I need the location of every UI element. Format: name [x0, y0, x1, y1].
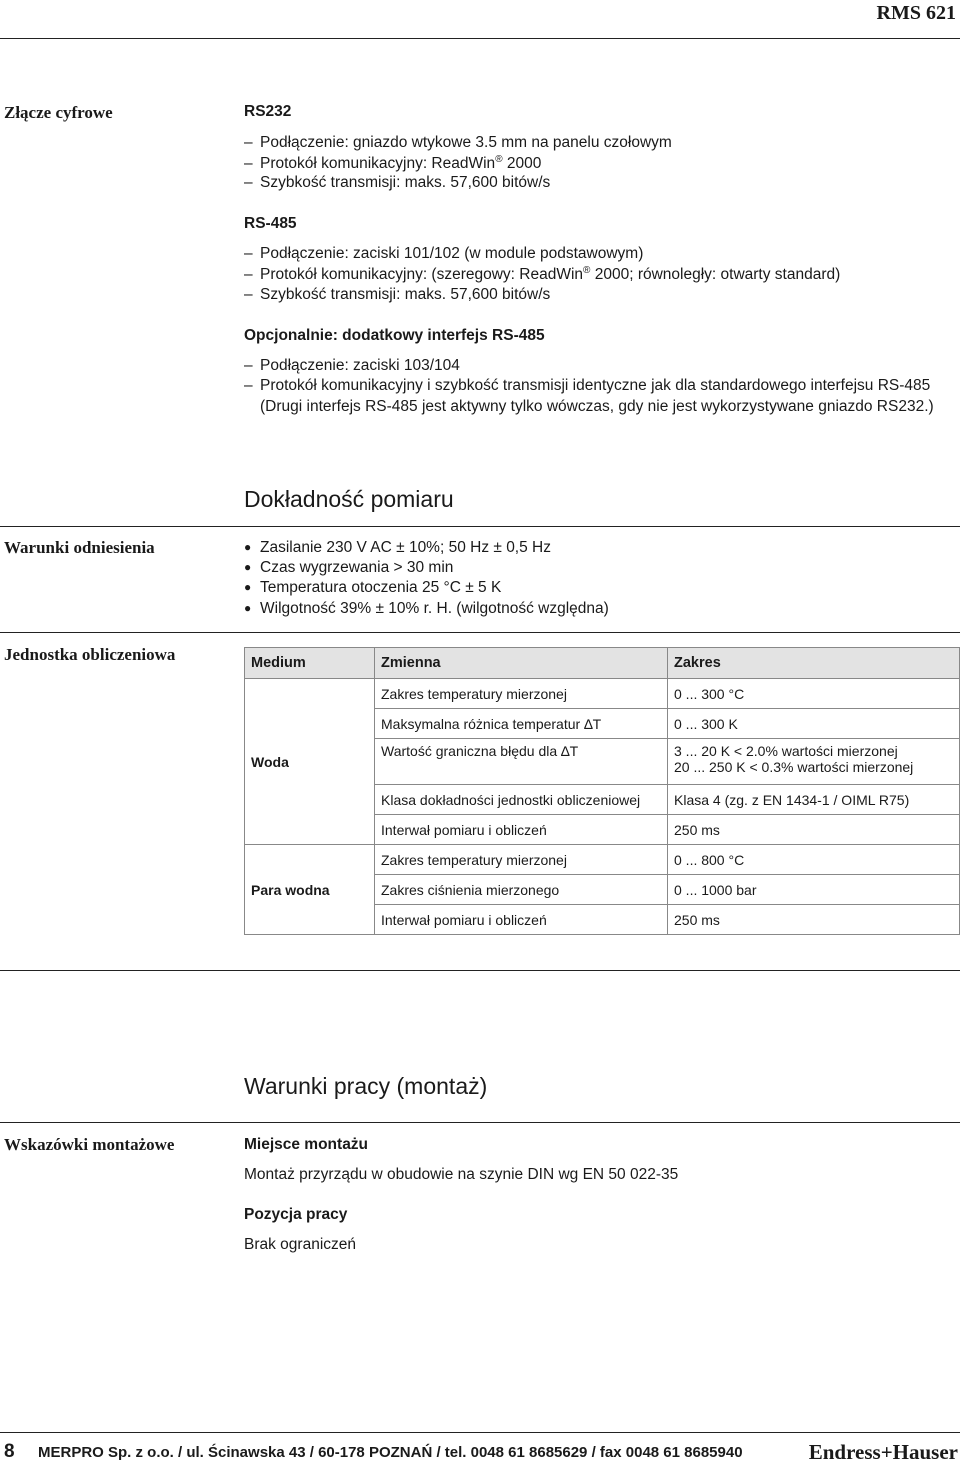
table-header-row — [245, 648, 960, 679]
accuracy-heading: Dokładność pomiaru — [244, 486, 454, 512]
operating-rule — [0, 1122, 960, 1123]
table-cell-variable: Zakres temperatury mierzonej — [375, 679, 668, 709]
header-rule — [0, 38, 960, 39]
table-cell-variable: Interwał pomiaru i obliczeń — [375, 905, 668, 935]
mounting-place-title: Miejsce montażu — [244, 1136, 369, 1153]
table-header-medium: Medium — [245, 648, 375, 679]
computing-unit-label: Jednostka obliczeniowa — [4, 645, 176, 664]
rs232-item-3: – Szybkość transmisji: maks. 57,600 bitów/s — [244, 174, 551, 191]
mounting-notes-label: Wskazówki montażowe — [4, 1135, 175, 1154]
table-row — [245, 679, 960, 709]
table-header-variable: Zmienna — [375, 648, 668, 679]
optional-note: (Drugi interfejs RS-485 jest aktywny tylko wówczas, gdy nie jest wykorzystywane gniazdo RS232.) — [260, 398, 934, 415]
table-cell-variable: Wartość graniczna błędu dla ∆T — [375, 739, 668, 785]
reference-item-3: ● Temperatura otoczenia 25 °C ± 5 K — [244, 579, 502, 596]
brand-logo: Endress+Hauser — [808, 1440, 958, 1464]
table-cell-range: Klasa 4 (zg. z EN 1434-1 / OIML R75) — [668, 785, 960, 815]
table-cell-variable: Interwał pomiaru i obliczeń — [375, 815, 668, 845]
footer-address: MERPRO Sp. z o.o. / ul. Ścinawska 43 / 60-178 POZNAŃ / tel. 0048 61 8685629 / fax 0048 61 8685940 — [38, 1444, 743, 1461]
digital-interface-label: Złącze cyfrowe — [4, 103, 113, 122]
rs232-title: RS232 — [244, 103, 292, 120]
table-cell-range: 0 ... 300 K — [668, 709, 960, 739]
table-cell-range — [668, 739, 960, 785]
table-cell-variable: Maksymalna różnica temperatur ∆T — [375, 709, 668, 739]
rs485-title: RS-485 — [244, 215, 297, 232]
table-cell-range: 250 ms — [668, 815, 960, 845]
table-cell-variable: Zakres temperatury mierzonej — [375, 845, 668, 875]
operating-position-text: Brak ograniczeń — [244, 1236, 357, 1253]
unit-rule — [0, 632, 960, 633]
table-cell-range: 0 ... 800 °C — [668, 845, 960, 875]
rs485-item-3: – Szybkość transmisji: maks. 57,600 bitów/s — [244, 286, 551, 303]
optional-item-1: – Podłączenie: zaciski 103/104 — [244, 357, 460, 374]
document-title: RMS 621 — [876, 2, 956, 24]
optional-item-2: – Protokół komunikacyjny i szybkość transmisji identyczne jak dla standardowego interfejsu RS-485 — [244, 377, 931, 394]
table-header-range: Zakres — [668, 648, 960, 679]
table-cell-range: 250 ms — [668, 905, 960, 935]
table-cell-range: 0 ... 1000 bar — [668, 875, 960, 905]
table-row — [245, 845, 960, 875]
section-end-rule — [0, 970, 960, 971]
mounting-place-text: Montaż przyrządu w obudowie na szynie DIN wg EN 50 022-35 — [244, 1166, 679, 1183]
rs485-item-1: – Podłączenie: zaciski 101/102 (w module podstawowym) — [244, 245, 644, 262]
footer-rule — [0, 1432, 960, 1433]
error-limit-line-2: 20 ... 250 K < 0.3% wartości mierzonej — [674, 759, 914, 775]
optional-rs485-title: Opcjonalnie: dodatkowy interfejs RS-485 — [244, 327, 545, 344]
page-number: 8 — [4, 1441, 15, 1462]
error-limit-line-1: 3 ... 20 K < 2.0% wartości mierzonej — [674, 743, 898, 759]
accuracy-table — [244, 647, 960, 935]
medium-water: Woda — [245, 679, 375, 845]
rs232-item-2: – Protokół komunikacyjny: ReadWin® 2000 — [244, 154, 542, 173]
table-cell-variable: Zakres ciśnienia mierzonego — [375, 875, 668, 905]
reference-item-4: ● Wilgotność 39% ± 10% r. H. (wilgotność względna) — [244, 600, 609, 617]
operating-heading: Warunki pracy (montaż) — [244, 1073, 488, 1099]
rs485-item-2: – Protokół komunikacyjny: (szeregowy: ReadWin® 2000; równoległy: otwarty standard) — [244, 265, 841, 284]
reference-item-1: ● Zasilanie 230 V AC ± 10%; 50 Hz ± 0,5 Hz — [244, 539, 551, 556]
reference-conditions-label: Warunki odniesienia — [4, 538, 155, 557]
medium-steam: Para wodna — [245, 845, 375, 935]
accuracy-rule — [0, 526, 960, 527]
rs232-item-1: – Podłączenie: gniazdo wtykowe 3.5 mm na panelu czołowym — [244, 134, 672, 151]
table-cell-range: 0 ... 300 °C — [668, 679, 960, 709]
table-cell-variable: Klasa dokładności jednostki obliczeniowej — [375, 785, 668, 815]
reference-item-2: ● Czas wygrzewania > 30 min — [244, 559, 454, 576]
operating-position-title: Pozycja pracy — [244, 1206, 348, 1223]
